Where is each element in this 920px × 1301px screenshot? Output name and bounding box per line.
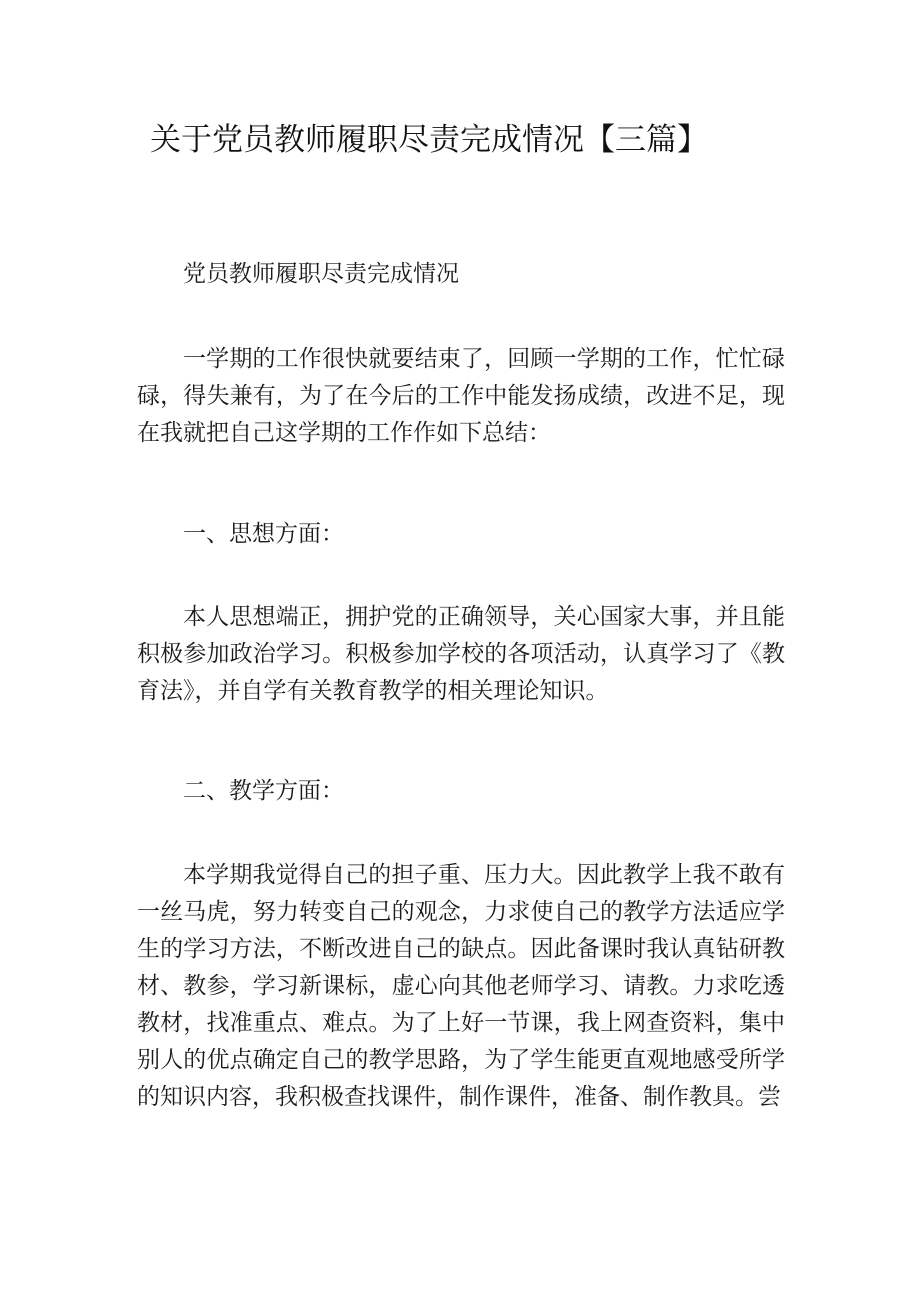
document-title: 关于党员教师履职尽责完成情况【三篇】 [150,122,708,158]
subtitle-paragraph: 党员教师履职尽责完成情况 [183,261,459,287]
section-heading-teaching: 二、教学方面： [183,778,344,804]
teaching-paragraph: 本学期我觉得自己的担子重、压力大。因此教学上我不敢有一丝马虎，努力转变自己的观念，力求使自己的教学方法适应学生的学习方法，不断改进自己的缺点。因此备课时我认真钻研教材、教参，学习新课标，虚心向其他老师学习、请教。力求吃透教材，找准重点、难点。为了上好一节课，我上网查资料，集中别人的优点确定自己的教学思路，为了学生能更直观地感受所学的知识内容，我积极查找课件，制作课件，准备、制作教具。尝 [137,862,785,1110]
ideology-paragraph: 本人思想端正，拥护党的正确领导，关心国家大事，并且能积极参加政治学习。积极参加学校的各项活动，认真学习了《教育法》，并自学有关教育教学的相关理论知识。 [137,604,785,704]
intro-paragraph: 一学期的工作很快就要结束了，回顾一学期的工作，忙忙碌碌，得失兼有，为了在今后的工作中能发扬成绩，改进不足，现在我就把自己这学期的工作作如下总结： [137,346,785,446]
section-heading-ideology: 一、思想方面： [183,521,344,547]
